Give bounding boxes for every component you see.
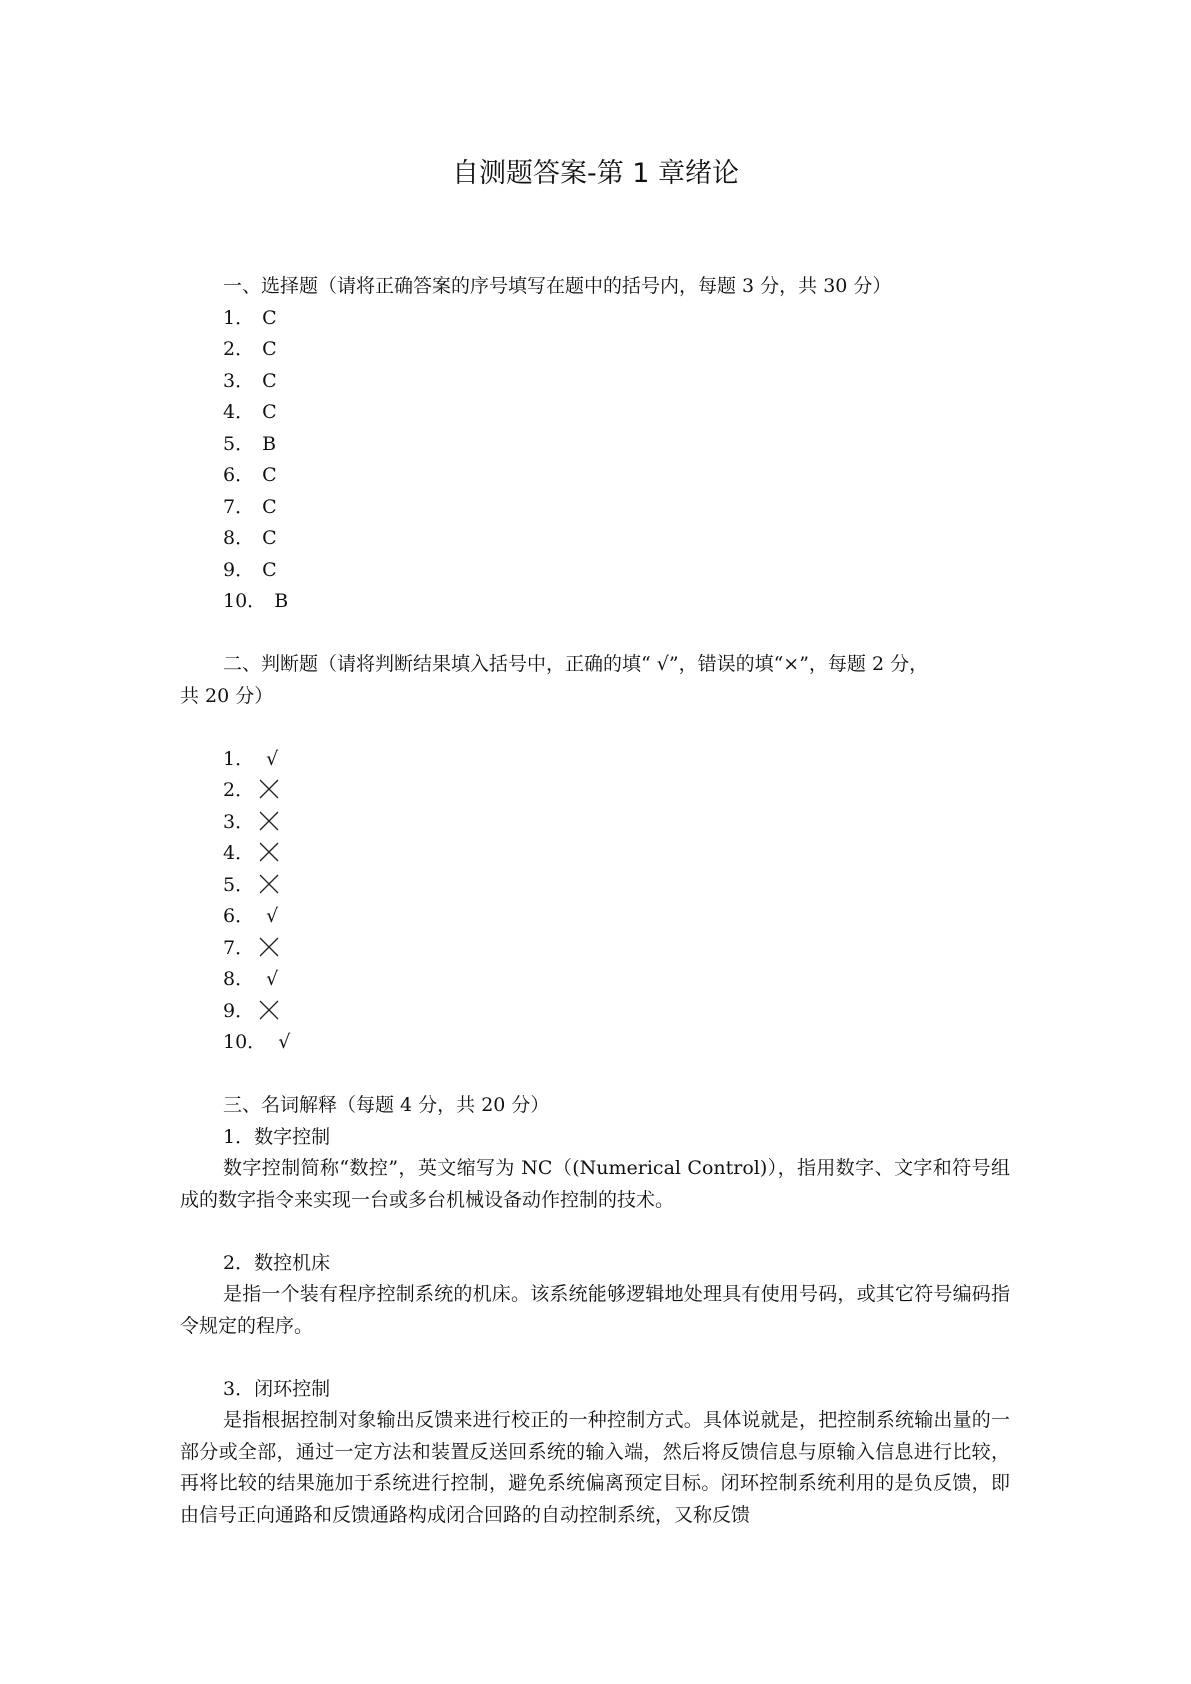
cross-mark-icon: [258, 778, 280, 800]
list-item: 5．: [180, 870, 1010, 902]
section2-answer-list: [180, 744, 1010, 1059]
list-item: 8． C: [223, 527, 277, 549]
term-definition: 是指根据控制对象输出反馈来进行校正的一种控制方式。具体说就是，把控制系统输出量的一部分或全部，通过一定方法和装置反送回系统的输入端，然后将反馈信息与原输入信息进行比较，再将比较的结果施加于系统进行控制，避免系统偏离预定目标。闭环控制系统利用的是负反馈，即由信号正向通路和反馈通路构成闭合回路的自动控制系统，又称反馈: [180, 1409, 1010, 1526]
list-item: 8． √: [223, 968, 279, 990]
page-title: 自测题答案-第 1 章绪论: [451, 158, 740, 189]
term-definition: 数字控制简称“数控”，英文缩写为 NC（(Numerical Control)），指用数字、文字和符号组成的数字指令来实现一台或多台机械设备动作控制的技术。: [180, 1157, 1010, 1211]
cross-mark-icon: [258, 999, 280, 1021]
list-item: 7． C: [223, 495, 277, 518]
section1-heading: 一、选择题（请将正确答案的序号填写在题中的括号内，每题 3 分，共 30 分）: [223, 275, 892, 297]
check-mark-icon: √: [266, 905, 279, 927]
term-name: 3．闭环控制: [223, 1377, 331, 1400]
list-item: 7．: [180, 933, 1010, 965]
cross-mark-icon: [258, 936, 280, 958]
section3-heading: 三、名词解释（每题 4 分，共 20 分）: [223, 1094, 550, 1116]
check-mark-icon: √: [278, 1031, 291, 1053]
term-name: 2．数控机床: [223, 1251, 331, 1274]
cross-mark-icon: [258, 841, 280, 863]
list-item: 4．: [180, 838, 1010, 870]
list-item: 6． √: [223, 905, 279, 927]
check-mark-icon: √: [266, 968, 279, 990]
list-item: 2． C: [223, 338, 277, 360]
list-item: 9． C: [223, 558, 277, 581]
list-item: 1． √: [223, 747, 279, 770]
list-item: 9．: [180, 996, 1010, 1028]
list-item: 6． C: [223, 464, 277, 486]
list-item: 3． C: [223, 369, 277, 392]
section2-heading: 二、判断题（请将判断结果填入括号中，正确的填“ √”，错误的填“×”，每题 2 分， 共 20 分）: [180, 653, 929, 707]
list-item: 1． C: [223, 306, 277, 329]
list-item: 3．: [180, 807, 1010, 839]
list-item: 2．: [180, 775, 1010, 807]
list-item: 5． B: [223, 432, 277, 455]
list-item: 4． C: [223, 401, 277, 423]
term-definition: 是指一个装有程序控制系统的机床。该系统能够逻辑地处理具有使用号码，或其它符号编码指令规定的程序。: [180, 1283, 1010, 1337]
term-name: 1．数字控制: [223, 1125, 331, 1148]
cross-mark-icon: [258, 873, 280, 895]
list-item: 10． B: [223, 590, 289, 612]
section1-answer-list: [180, 303, 1010, 618]
document-body: [180, 271, 1010, 1531]
cross-mark-icon: [258, 810, 280, 832]
check-mark-icon: √: [266, 747, 279, 770]
list-item: 10． √: [223, 1031, 291, 1053]
